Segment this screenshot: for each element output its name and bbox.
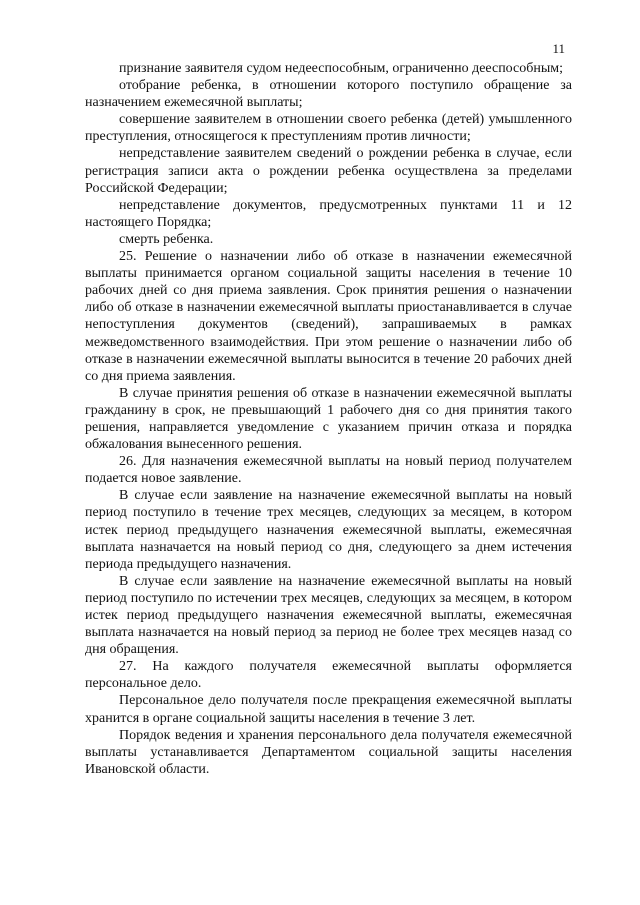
paragraph: Персональное дело получателя после прекращения ежемесячной выплаты хранится в органе социальной защиты населения в течение 3 лет.: [85, 693, 572, 726]
paragraph: Порядок ведения и хранения персонального дела получателя ежемесячной выплаты устанавливается Департаментом социальной защиты населения Ивановской области.: [85, 727, 572, 777]
paragraph: 25. Решение о назначении либо об отказе в назначении ежемесячной выплаты принимается органом социальной защиты населения в течение 10 рабочих дней со дня приема заявления. Срок принятия решения о назначении либо об отказе в назначении ежемесячной выплаты приостанавливается в случае непоступления документов (сведений), запрашиваемых в рамках межведомственного взаимодействия. При этом решение о назначении либо об отказе в назначении ежемесячной выплаты выносится в течение 20 рабочих дней со дня приема заявления.: [85, 249, 572, 384]
paragraph: совершение заявителем в отношении своего ребенка (детей) умышленного преступления, относящегося к преступлениям против личности;: [85, 112, 572, 145]
paragraph: В случае если заявление на назначение ежемесячной выплаты на новый период поступило в течение трех месяцев, следующих за месяцем, в котором истек период предыдущего назначения ежемесячной выплаты, ежемесячная выплата назначается на новый период со дня, следующего за днем истечения периода предыдущего назначения.: [85, 488, 572, 572]
paragraph: отобрание ребенка, в отношении которого поступило обращение за назначением ежемесячной выплаты;: [85, 78, 572, 111]
paragraph: смерть ребенка.: [119, 231, 214, 247]
paragraph: признание заявителя судом недееспособным, ограниченно дееспособным;: [119, 61, 564, 76]
page-number: 11: [552, 41, 565, 56]
paragraph: непредставление заявителем сведений о рождении ребенка в случае, если регистрация записи акта о рождении ребенка осуществлена за пределами Российской Федерации;: [85, 146, 572, 196]
paragraph: В случае принятия решения об отказе в назначении ежемесячной выплаты гражданину в срок, не превышающий 1 рабочего дня со дня принятия такого решения, направляется уведомление с указанием причин отказа и порядка обжалования вынесенного решения.: [85, 385, 572, 453]
document-body: [85, 60, 572, 778]
paragraph: 27. На каждого получателя ежемесячной выплаты оформляется персональное дело.: [85, 659, 572, 692]
paragraph: 26. Для назначения ежемесячной выплаты на новый период получателем подается новое заявление.: [85, 454, 572, 487]
paragraph: непредставление документов, предусмотренных пунктами 11 и 12 настоящего Порядка;: [85, 197, 572, 230]
paragraph: В случае если заявление на назначение ежемесячной выплаты на новый период поступило по истечении трех месяцев, следующих за месяцем, в котором истек период предыдущего назначения ежемесячной выплаты, ежемесячная выплата назначается на новый период за период не более трех месяцев назад со дня обращения.: [85, 573, 572, 658]
